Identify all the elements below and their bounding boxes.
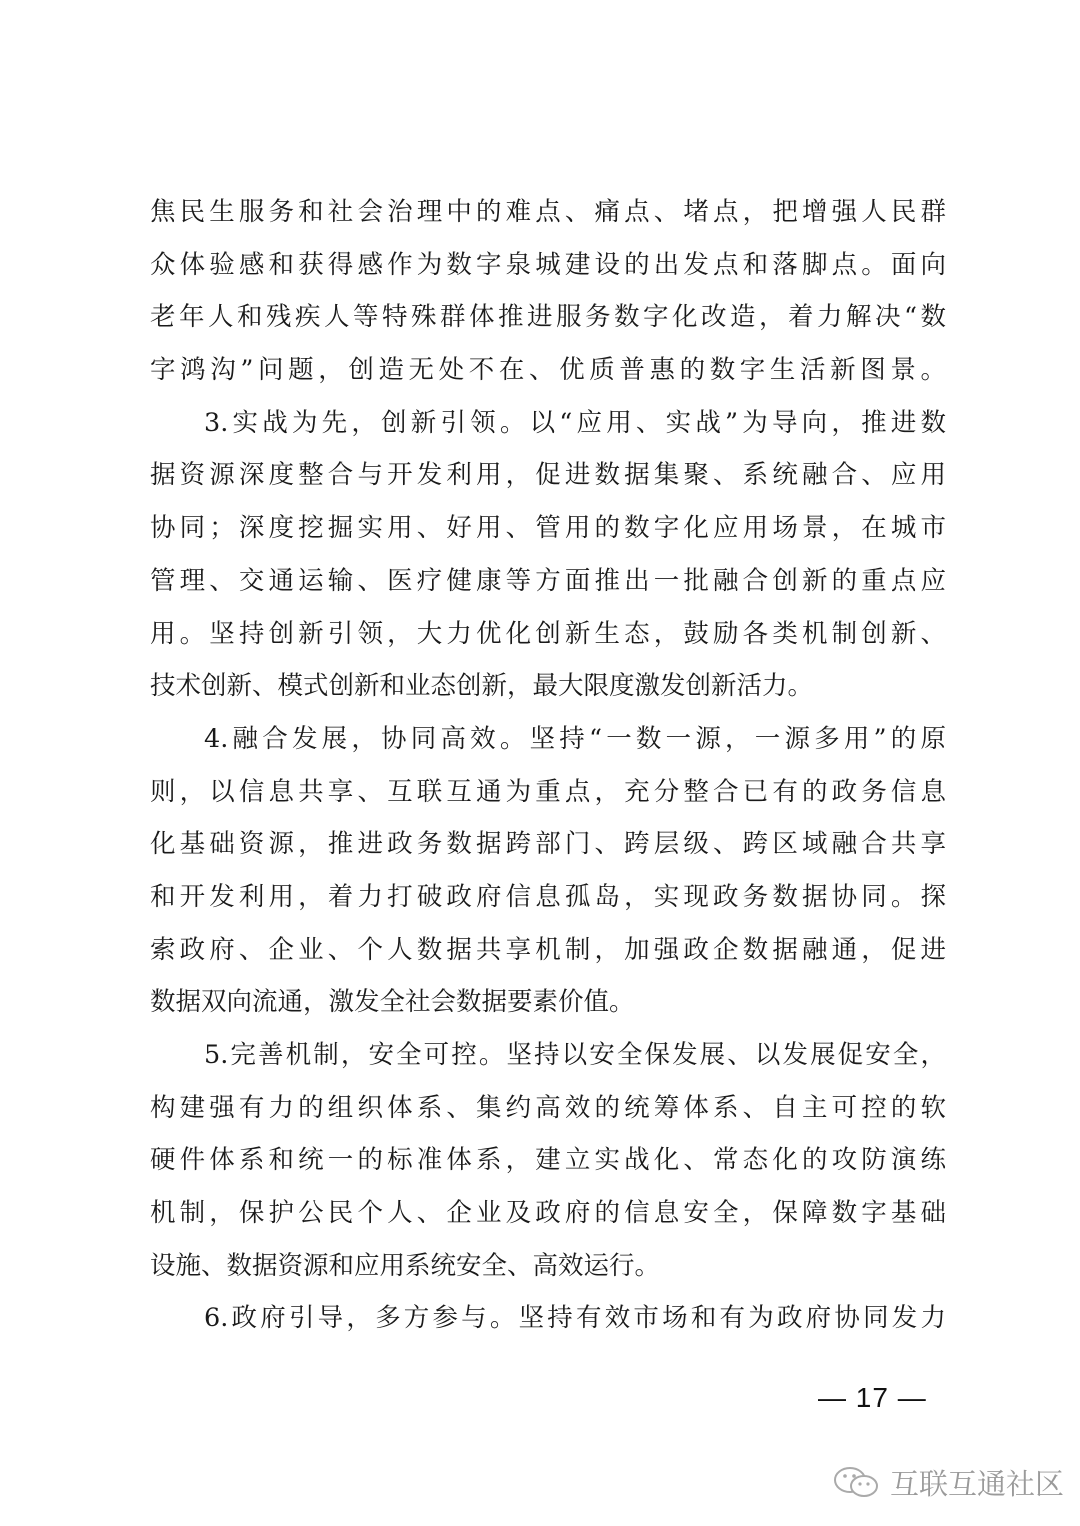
paragraph [150, 186, 946, 397]
text-line: 4.融合发展，协同高效。坚持“一数一源，一源多用”的原 [204, 723, 946, 754]
watermark [832, 1462, 1064, 1503]
text-line: 5.完善机制，安全可控。坚持以安全保发展、以发展促安全， [204, 1040, 946, 1070]
paragraph [150, 397, 946, 713]
text-line: 构建强有力的组织体系、集约高效的统筹体系、自主可控的软 [150, 1092, 946, 1123]
text-line: 硬件体系和统一的标准体系，建立实战化、常态化的攻防演练 [150, 1145, 946, 1176]
text-line: 6.政府引导，多方参与。坚持有效市场和有为政府协同发力 [204, 1303, 946, 1334]
text-line: 焦民生服务和社会治理中的难点、痛点、堵点，把增强人民群 [150, 197, 946, 227]
text-line: 设施、数据资源和应用系统安全、高效运行。 [150, 1250, 661, 1281]
text-line: 则，以信息共享、互联互通为重点，充分整合已有的政务信息 [150, 776, 946, 807]
text-line: 用。坚持创新引领，大力优化创新生态，鼓励各类机制创新、 [150, 618, 946, 649]
wechat-icon [832, 1465, 882, 1501]
paragraph [150, 1029, 946, 1292]
watermark-text: 互联互通社区 [890, 1467, 1065, 1501]
text-line: 据资源深度整合与开发利用，促进数据集聚、系统融合、应用 [150, 460, 946, 491]
text-line: 众体验感和获得感作为数字泉城建设的出发点和落脚点。面向 [150, 249, 946, 280]
text-line: 技术创新、模式创新和业态创新，最大限度激发创新活力。 [150, 671, 814, 702]
paragraph [150, 1292, 946, 1345]
text-line: 索政府、企业、个人数据共享机制，加强政企数据融通，促进 [150, 934, 946, 965]
page-number: — 17 — [818, 1382, 927, 1413]
text-line: 3.实战为先，创新引领。以“应用、实战”为导向，推进数 [204, 407, 946, 438]
text-line: 字鸿沟”问题，创造无处不在、优质普惠的数字生活新图景。 [150, 355, 946, 386]
text-line: 数据双向流通，激发全社会数据要素价值。 [150, 987, 635, 1018]
paragraph [150, 713, 946, 1029]
text-line: 管理、交通运输、医疗健康等方面推出一批融合创新的重点应 [150, 565, 946, 596]
text-line: 老年人和残疾人等特殊群体推进服务数字化改造，着力解决“数 [150, 302, 946, 333]
text-line: 和开发利用，着力打破政府信息孤岛，实现政务数据协同。探 [150, 881, 946, 912]
text-line: 协同；深度挖掘实用、好用、管用的数字化应用场景，在城市 [150, 513, 946, 544]
text-line: 机制，保护公民个人、企业及政府的信息安全，保障数字基础 [150, 1198, 946, 1229]
document-body [150, 186, 946, 1345]
text-line: 化基础资源，推进政务数据跨部门、跨层级、跨区域融合共享 [150, 829, 946, 860]
